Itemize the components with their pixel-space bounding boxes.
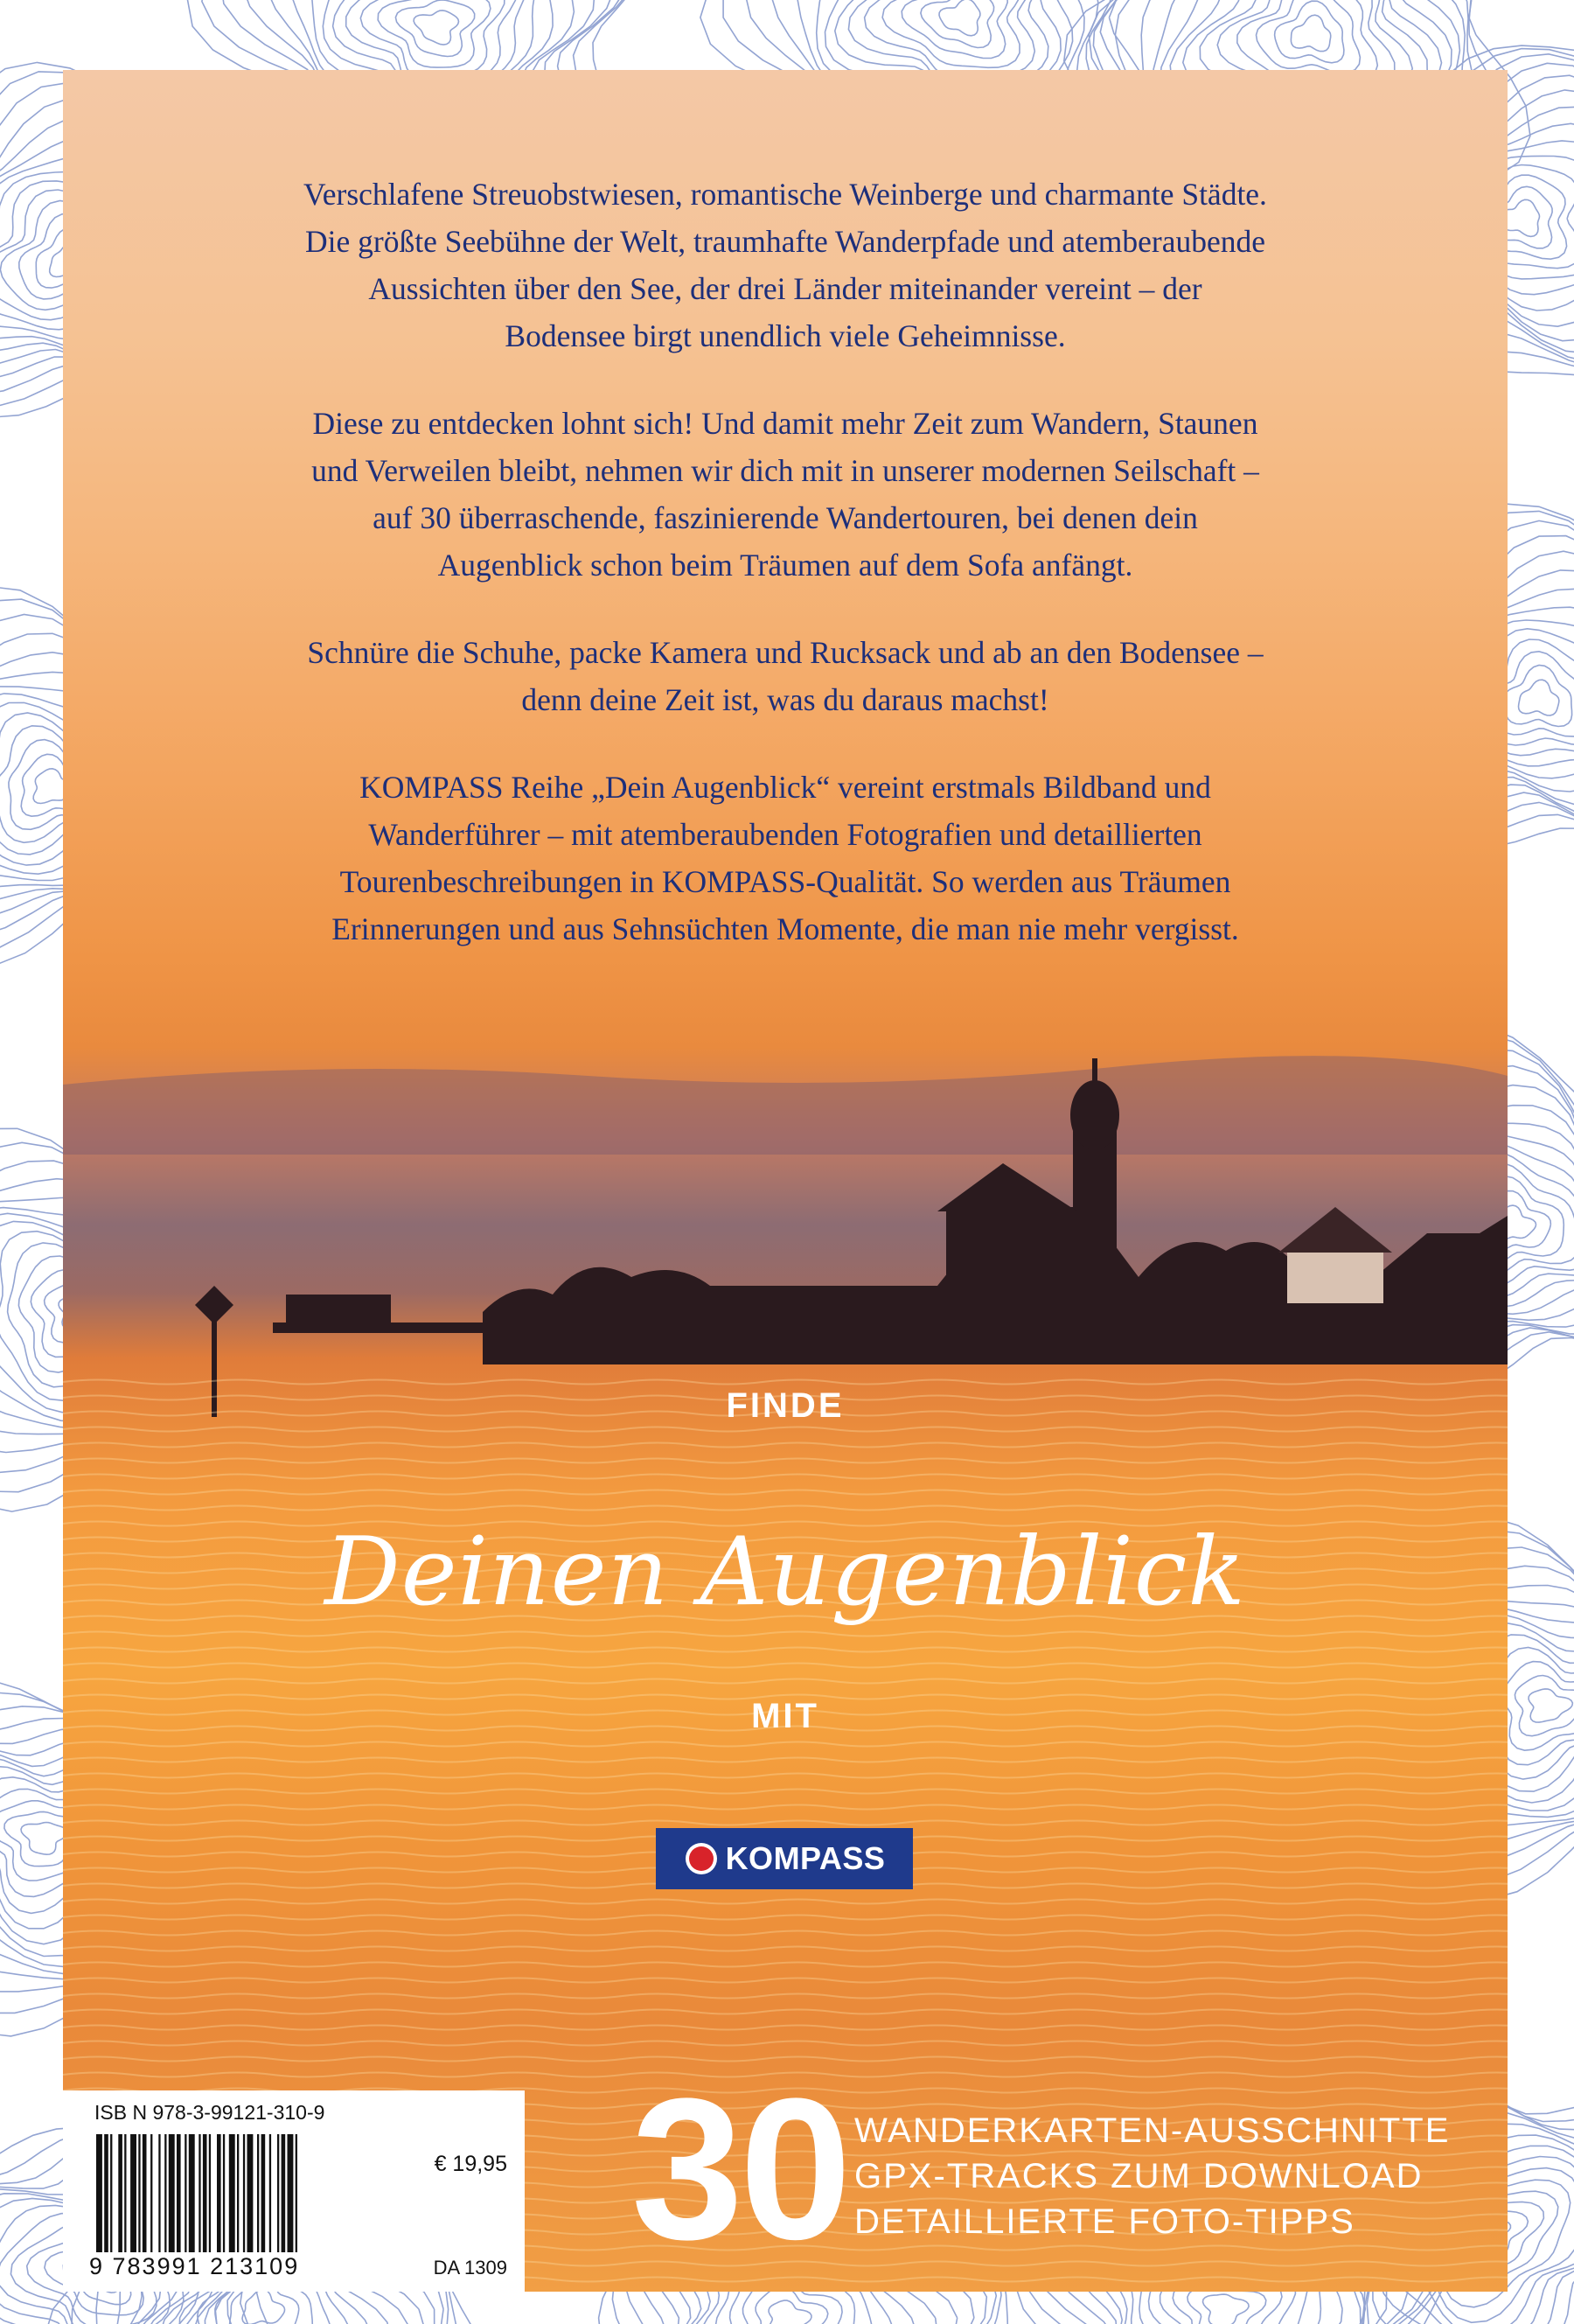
tagline-script-title: Deinen Augenblick (324, 1518, 1246, 1627)
barcode-icon (96, 2134, 446, 2252)
isbn-barcode-box (63, 2090, 525, 2292)
blurb-line: Tourenbeschreibungen in KOMPASS-Qualität. So werden aus Träumen (339, 864, 1231, 899)
blurb-line: Erinnerungen und aus Sehnsüchten Momente, die man nie mehr vergisst. (331, 911, 1239, 946)
blurb-line: Verschlafene Streuobstwiesen, romantische Weinberge und charmante Städte. (303, 177, 1267, 212)
compass-icon (684, 1841, 719, 1876)
tour-count: 30 (631, 2056, 848, 2281)
blurb-line: Augenblick schon beim Träumen auf dem Sofa anfängt. (437, 548, 1133, 583)
feature-item: WANDERKARTEN-AUSSCHNITTE (854, 2111, 1451, 2150)
product-code: DA 1309 (433, 2257, 507, 2279)
blurb-line: Diese zu entdecken lohnt sich! Und damit mehr Zeit zum Wandern, Staunen (312, 406, 1258, 441)
feature-item: DETAILLIERTE FOTO-TIPPS (854, 2202, 1355, 2241)
blurb-paragraph-2 (63, 400, 1508, 589)
blurb-paragraph-3 (63, 629, 1508, 723)
blurb-line: auf 30 überraschende, faszinierende Wandertouren, bei denen dein (373, 500, 1198, 535)
kompass-logo (656, 1828, 913, 1889)
isbn-digits: 9 783991 213109 (89, 2253, 300, 2279)
kompass-wordmark: KOMPASS (725, 1840, 886, 1876)
price-label: € 19,95 (434, 2152, 507, 2176)
feature-item: GPX-TRACKS ZUM DOWNLOAD (854, 2157, 1424, 2195)
blurb-line: Aussichten über den See, der drei Länder miteinander vereint – der (368, 271, 1202, 306)
blurb-paragraph-4 (63, 764, 1508, 953)
blurb-line: Wanderführer – mit atemberaubenden Fotografien und detaillierten (368, 817, 1202, 852)
feature-list (854, 2108, 1484, 2244)
back-cover-blurb (63, 171, 1508, 993)
tagline-mit: MIT (751, 1697, 819, 1735)
blurb-paragraph-1 (63, 171, 1508, 359)
blurb-line: Die größte Seebühne der Welt, traumhafte Wanderpfade und atemberaubende (305, 224, 1265, 259)
tagline-finde: FINDE (726, 1386, 845, 1425)
sunset-photo-panel (63, 70, 1508, 2292)
blurb-line: Bodensee birgt unendlich viele Geheimnisse. (505, 318, 1066, 353)
isbn-label: ISB N 978-3-99121-310-9 (94, 2101, 325, 2124)
blurb-line: Schnüre die Schuhe, packe Kamera und Rucksack und ab an den Bodensee – (307, 635, 1264, 670)
blurb-line: denn deine Zeit ist, was du daraus machst! (521, 682, 1049, 717)
blurb-line: KOMPASS Reihe „Dein Augenblick“ vereint erstmals Bildband und (359, 770, 1211, 805)
blurb-line: und Verweilen bleibt, nehmen wir dich mit in unserer modernen Seilschaft – (311, 453, 1259, 488)
